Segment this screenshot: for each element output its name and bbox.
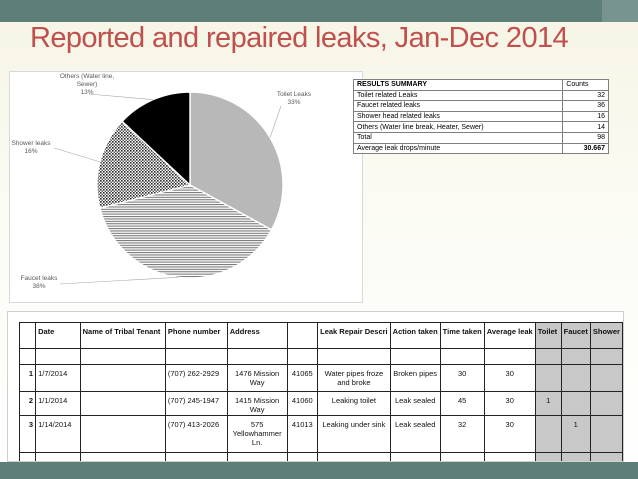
cell-address: 1415 Mission Way [227,392,287,416]
tenant-row [20,365,623,392]
blank-cell [318,349,391,365]
summary-label: Others (Water line break, Heater, Sewer) [354,122,563,133]
tenant-row [20,416,623,453]
tenant-blank-row [20,349,623,365]
pie-label-others: Others (Water line, Sewer) 13% [59,73,115,96]
blank-cell [440,453,484,463]
cell-action: Leak sealed [390,392,440,416]
pie-label-toilet: Toilet Leaks 33% [276,91,312,106]
cell-date: 1/7/2014 [36,365,81,392]
cell-date: 1/14/2014 [36,416,81,453]
summary-row [354,90,609,101]
summary-row [354,111,609,122]
cell-phone: (707) 245-1947 [165,392,227,416]
top-accent-tab [602,0,638,22]
cell-faucet [561,365,590,392]
blank-cell [561,349,590,365]
cell-repair: Water pipes froze and broke [318,365,391,392]
cell-toilet [535,416,561,453]
pie-slice-shower-leader [54,148,100,162]
tenant-header-row [20,323,623,349]
blank-cell [227,453,287,463]
blank-cell [227,349,287,365]
summary-count: 14 [563,122,609,133]
blank-cell [590,453,622,463]
blank-cell [36,453,81,463]
cell-toilet: 1 [535,392,561,416]
summary-label: Faucet related leaks [354,101,563,112]
tenant-header-faucet: Faucet [561,323,590,349]
summary-count: 32 [563,90,609,101]
blank-cell [561,453,590,463]
blank-cell [535,453,561,463]
blank-cell [590,349,622,365]
cell-code: 41065 [287,365,318,392]
summary-count: 98 [563,132,609,143]
cell-time: 30 [440,365,484,392]
cell-faucet [561,392,590,416]
cell-avg-leak: 30 [484,365,535,392]
summary-count: 30.667 [563,143,609,154]
blank-cell [484,349,535,365]
cell-action: Leak sealed [390,416,440,453]
blank-cell [165,349,227,365]
pie-slice-faucet-leader [60,277,178,284]
tenant-row-partial [20,453,623,463]
blank-cell [440,349,484,365]
blank-cell [287,453,318,463]
cell-faucet: 1 [561,416,590,453]
blank-cell [80,453,165,463]
tenant-header-phone: Phone number [165,323,227,349]
cell-toilet [535,365,561,392]
cell-phone: (707) 413-2026 [165,416,227,453]
cell-code: 41060 [287,392,318,416]
cell-address: 1476 Mission Way [227,365,287,392]
cell-shower [590,392,622,416]
row-number: 2 [20,392,36,416]
cell-address: 575 Yellowhammer Ln. [227,416,287,453]
pie-label-faucet: Faucet leaks 38% [20,275,58,290]
blank-cell [20,453,36,463]
pie-label-shower: Shower leaks 16% [11,140,51,155]
summary-header-counts: Counts [563,80,609,91]
tenant-header-number [20,323,36,349]
summary-header-row [354,80,609,91]
tenant-header-time: Time taken [440,323,484,349]
blank-cell [390,453,440,463]
cell-avg-leak: 30 [484,392,535,416]
summary-row-average [354,143,609,154]
cell-time: 32 [440,416,484,453]
cell-action: Broken pipes [390,365,440,392]
blank-cell [287,349,318,365]
blank-cell [484,453,535,463]
tenant-header-toilet: Toilet [535,323,561,349]
blank-cell [535,349,561,365]
summary-label: Toilet related Leaks [354,90,563,101]
cell-shower [590,365,622,392]
cell-name [80,365,165,392]
pie-slice-toilet-leader [270,106,281,138]
tenant-header-action: Action taken [390,323,440,349]
tenant-header-shower: Shower [590,323,622,349]
cell-code: 41013 [287,416,318,453]
cell-repair: Leaking toilet [318,392,391,416]
tenant-header-date: Date [36,323,81,349]
summary-header-label: RESULTS SUMMARY [354,80,563,91]
blank-cell [390,349,440,365]
blank-cell [165,453,227,463]
tenant-header-avg-leak: Average leak [484,323,535,349]
summary-label: Average leak drops/minute [354,143,563,154]
results-summary-table [353,79,609,154]
summary-row [354,122,609,133]
tenant-log-scan [7,311,624,462]
summary-row [354,132,609,143]
tenant-header-address: Address [227,323,287,349]
blank-cell [318,453,391,463]
cell-shower [590,416,622,453]
summary-label: Total [354,132,563,143]
cell-avg-leak: 30 [484,416,535,453]
row-number: 3 [20,416,36,453]
cell-name [80,392,165,416]
tenant-log-table [19,322,623,462]
cell-phone: (707) 262-2929 [165,365,227,392]
tenant-row [20,392,623,416]
tenant-header-name: Name of Tribal Tenant [80,323,165,349]
slide-title: Reported and repaired leaks, Jan-Dec 2014 [30,22,569,54]
summary-count: 16 [563,111,609,122]
top-accent-band [0,0,638,22]
row-number: 1 [20,365,36,392]
tenant-header-repair: Leak Repair Descri [318,323,391,349]
bottom-accent-band [0,462,638,479]
blank-cell [20,349,36,365]
cell-date: 1/1/2014 [36,392,81,416]
blank-cell [80,349,165,365]
cell-name [80,416,165,453]
cell-repair: Leaking under sink [318,416,391,453]
summary-label: Shower head related leaks [354,111,563,122]
summary-count: 36 [563,101,609,112]
pie-chart [9,71,363,303]
tenant-header-code [287,323,318,349]
blank-cell [36,349,81,365]
summary-row [354,101,609,112]
cell-time: 45 [440,392,484,416]
